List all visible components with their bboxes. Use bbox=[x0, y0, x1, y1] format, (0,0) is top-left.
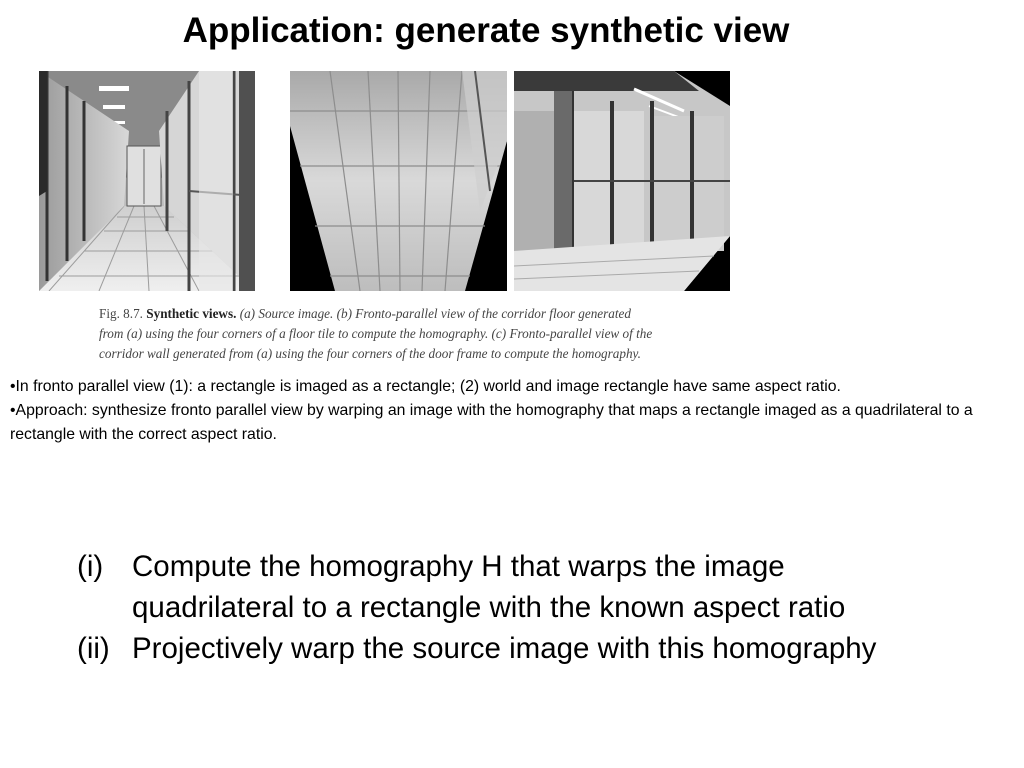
source-image bbox=[39, 71, 255, 291]
wall-fronto-parallel-view bbox=[514, 71, 730, 291]
step-list bbox=[77, 546, 1017, 669]
slide-title: Application: generate synthetic view bbox=[182, 11, 790, 50]
caption-part-b: (b) Fronto-parallel view of the corridor floor generated bbox=[336, 306, 631, 321]
bullet-item: •In fronto parallel view (1): a rectangle is imaged as a rectangle; (2) world and image rectangle have same aspect ratio. bbox=[10, 378, 841, 395]
bullet-item: •Approach: synthesize fronto parallel view by warping an image with the homography that maps a rectangle imaged as a quadrilateral to a rectangle with the correct aspect ratio. bbox=[10, 402, 973, 443]
step-text: quadrilateral to a rectangle with the known aspect ratio bbox=[132, 591, 846, 624]
step-item bbox=[77, 628, 1017, 669]
figure-name: Synthetic views. bbox=[146, 306, 237, 321]
step-number: (ii) bbox=[77, 632, 110, 665]
step-text: Compute the homography H that warps the image bbox=[132, 550, 785, 583]
caption-part-a: (a) Source image. bbox=[239, 306, 334, 321]
step-text: Projectively warp the source image with this homography bbox=[132, 632, 877, 665]
figure-number: Fig. 8.7. bbox=[99, 306, 143, 321]
caption-line-2: from (a) using the four corners of a floor tile to compute the homography. (c) Fronto-parallel view of the bbox=[99, 326, 653, 341]
floor-fronto-parallel-view bbox=[290, 71, 507, 291]
bullet-list bbox=[10, 375, 1010, 447]
figure-caption bbox=[99, 304, 819, 364]
step-number: (i) bbox=[77, 550, 104, 583]
step-item-continued bbox=[77, 587, 1017, 628]
step-item bbox=[77, 546, 1017, 587]
caption-line-3: corridor wall generated from (a) using the four corners of the door frame to compute the homography. bbox=[99, 346, 641, 361]
